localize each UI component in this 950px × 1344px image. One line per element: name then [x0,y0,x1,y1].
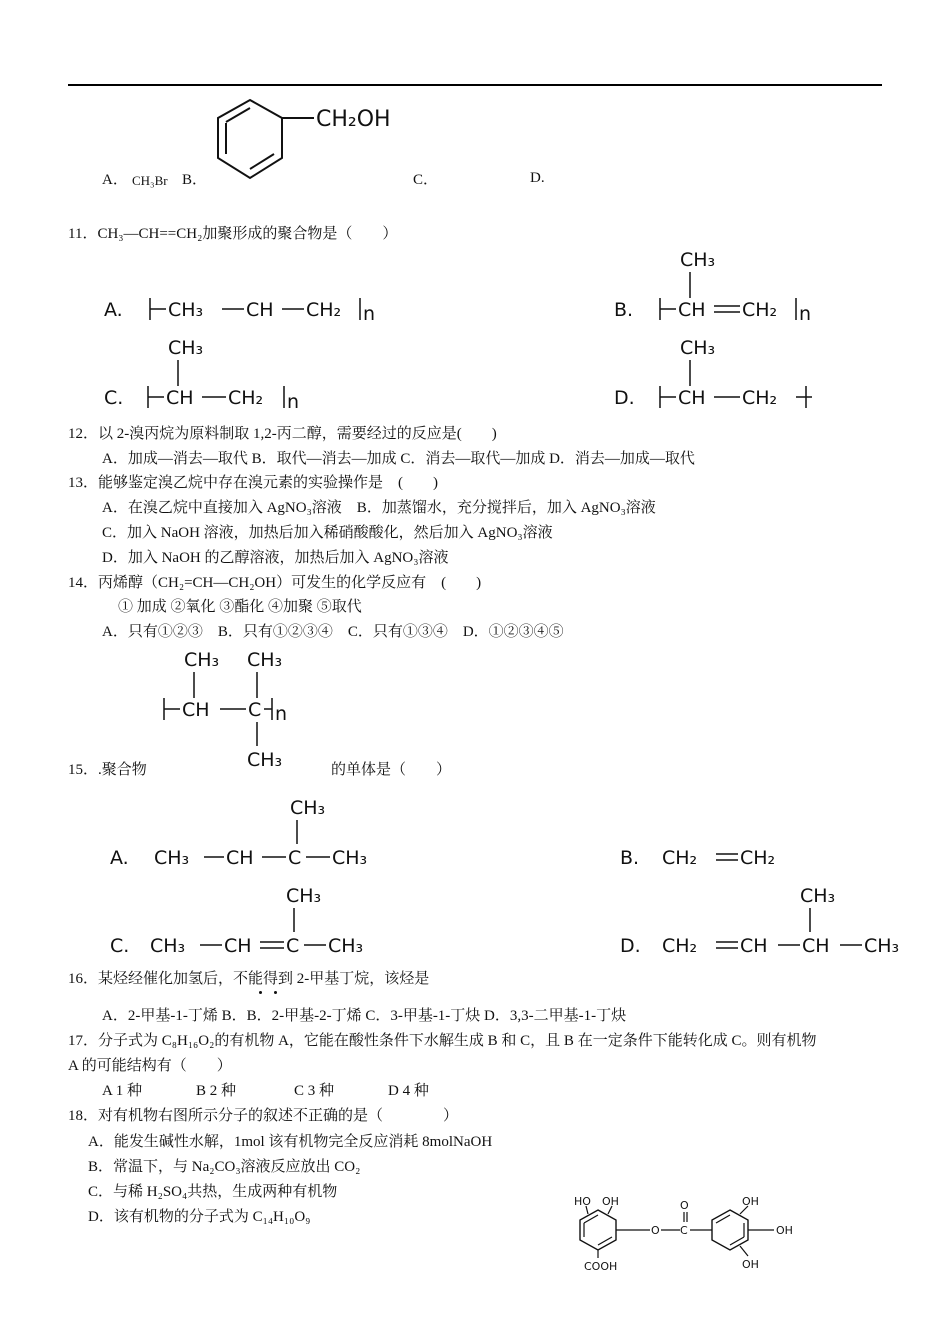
q11-c-n: n [287,391,300,413]
q15-a-ch3-1: CH₃ [154,847,190,869]
option-c-label: C． [413,172,439,188]
q11-a-n: n [363,303,376,325]
q15-a-c: C [288,847,302,869]
q15-c-c: C [286,935,300,957]
q15-poly-c: C [248,699,262,721]
q11-c-ch2: CH₂ [228,387,264,409]
q15-poly-ch3-c: CH₃ [247,749,283,771]
q15-stem-post: 的单体是（ ） [331,762,452,778]
q11-d-label: D. [614,387,635,409]
q15-d-ch2: CH₂ [662,935,698,957]
q15-d-label: D. [620,935,641,957]
q18-o-bridge: O [651,1224,660,1237]
q17-stem-line1: 17．分子式为 C₈H₁₆O₂的有机物 A，它能在酸性条件下水解生成 B 和 C，且 B 在一定条件下能转化成 C。则有机物 [68,1033,817,1049]
q14-stem: 14．丙烯醇（CH₂=CH—CH₂OH）可发生的化学反应有 ( ) [68,575,482,591]
q11-options [0,240,950,420]
q18-oh-2: OH [742,1195,759,1208]
q13-option-ab: A．在溴乙烷中直接加入 AgNO₃溶液 B．加蒸馏水，充分搅拌后，加入 AgNO₃溶液 [102,500,656,516]
q15-a-label: A. [110,847,129,869]
q13-stem: 13．能够鉴定溴乙烷中存在溴元素的实验操作是 ( ) [68,475,438,491]
q11-d-ch3: CH₃ [680,337,716,359]
q15-poly-ch: CH [182,699,210,721]
q15-b-label: B. [620,847,640,869]
q15-c-ch3-top: CH₃ [286,885,322,907]
q11-b-n: n [799,303,812,325]
q15-a-ch3-top: CH₃ [290,797,326,819]
top-rule [68,84,882,86]
q15-stem-pre: 15．.聚合物 [68,762,147,778]
emphasis-dot [259,991,262,994]
q15-b-ch2-2: CH₂ [740,847,776,869]
q15-d-ch3: CH₃ [864,935,900,957]
q17-option-a: A 1 种 [102,1083,143,1099]
q15-c-label: C. [110,935,130,957]
q15-d-ch-2: CH [802,935,830,957]
option-b-label: B． [182,172,208,188]
q15-polymer-structure [0,640,400,780]
q16-stem: 16．某烃经催化加氢后，不能得到 2-甲基丁烷，该烃是 [68,971,430,987]
q16-options: A．2-甲基-1-丁烯 B．B．2-甲基-2-丁烯 C．3-甲基-1-丁炔 D．3,3-二甲基-1-丁炔 [102,1008,627,1024]
q15-c-ch3-2: CH₃ [328,935,364,957]
q11-b-ch3: CH₃ [680,249,716,271]
q14-list: ① 加成 ②氧化 ③酯化 ④加聚 ⑤取代 [118,599,362,615]
q12-stem: 12．以 2-溴丙烷为原料制取 1,2-丙二醇，需要经过的反应是( ) [68,426,497,442]
q18-option-a: A．能发生碱性水解，1mol 该有机物完全反应消耗 8molNaOH [88,1134,493,1150]
q13-option-d: D．加入 NaOH 的乙醇溶液，加热后加入 AgNO₃溶液 [102,550,449,566]
q14-options: A．只有①②③ B．只有①②③④ C．只有①③④ D．①②③④⑤ [102,624,564,640]
q11-b-label: B. [614,299,634,321]
q18-oh-1: OH [602,1195,619,1208]
q11-b-ch: CH [678,299,706,321]
q17-option-c: C 3 种 [294,1083,335,1099]
q15-d-ch3-top: CH₃ [800,885,836,907]
q18-cooh: COOH [584,1260,618,1273]
q15-a-ch: CH [226,847,254,869]
q18-oh-3: OH [776,1224,793,1237]
q15-poly-ch3-b: CH₃ [247,649,283,671]
q18-ho-1: HO [574,1195,591,1208]
q17-stem-line2: A 的可能结构有（ ） [68,1058,232,1074]
q18-oh-4: OH [742,1258,759,1271]
q18-molecule-structure [566,1190,826,1280]
q11-a-label: A. [104,299,123,321]
q11-c-label: C. [104,387,124,409]
q15-d-ch-1: CH [740,935,768,957]
q11-a-ch: CH [246,299,274,321]
q15-poly-n: n [275,703,288,725]
q15-b-ch2-1: CH₂ [662,847,698,869]
q15-options [0,790,950,970]
q17-option-b: B 2 种 [196,1083,237,1099]
q11-a-ch2: CH₂ [306,299,342,321]
q18-stem: 18．对有机物右图所示分子的叙述不正确的是（ ） [68,1108,459,1124]
benzyl-alcohol-structure [210,92,420,192]
q11-b-ch2: CH₂ [742,299,778,321]
q11-d-ch2: CH₂ [742,387,778,409]
q17-option-d: D 4 种 [388,1083,429,1099]
q11-c-ch3: CH₃ [168,337,204,359]
q11-c-ch: CH [166,387,194,409]
q18-option-c: C．与稀 H₂SO₄共热，生成两种有机物 [88,1184,338,1200]
q15-poly-ch3-a: CH₃ [184,649,220,671]
q13-option-c: C．加入 NaOH 溶液，加热后加入稀硝酸酸化，然后加入 AgNO₃溶液 [102,525,553,541]
option-a-label: A． [102,172,128,188]
option-a-text: CH₃Br [132,173,168,188]
q15-c-ch: CH [224,935,252,957]
q18-o-carbonyl: O [680,1199,689,1212]
q18-option-d: D．该有机物的分子式为 C₁₄H₁₀O₉ [88,1209,311,1225]
q11-a-ch3: CH₃ [168,299,204,321]
q11-d-ch: CH [678,387,706,409]
q15-a-ch3-2: CH₃ [332,847,368,869]
q18-carbonyl-c: C [680,1224,688,1237]
q11-stem: 11．CH₃—CH==CH₂加聚形成的聚合物是（ ） [68,226,398,242]
emphasis-dot [274,991,277,994]
benzyl-ch2oh-text: CH₂OH [316,107,391,132]
q15-c-ch3-1: CH₃ [150,935,186,957]
option-d-label: D. [530,170,545,186]
q12-options: A．加成—消去—取代 B．取代—消去—加成 C．消去—取代—加成 D．消去—加成—取代 [102,451,695,467]
q18-option-b: B．常温下，与 Na₂CO₃溶液反应放出 CO₂ [88,1159,361,1175]
